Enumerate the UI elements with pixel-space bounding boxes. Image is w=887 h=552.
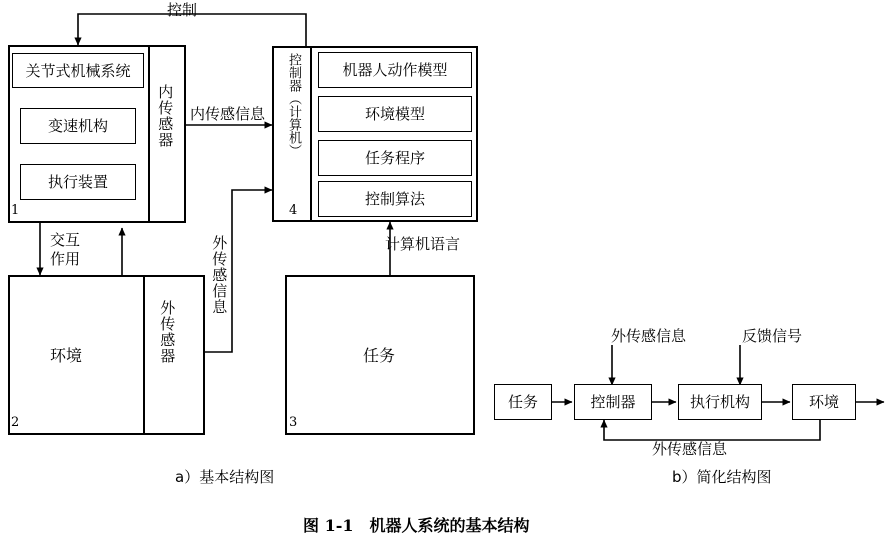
box-gearbox bbox=[20, 108, 136, 144]
box-robot-action-model bbox=[318, 52, 472, 88]
edge-label-control: 控制 bbox=[167, 1, 198, 19]
label-b-environment: 环境 bbox=[808, 393, 839, 411]
label-controller: 控制器（计算机） bbox=[285, 53, 301, 157]
box-b-controller bbox=[574, 384, 652, 420]
number-1: 1 bbox=[11, 203, 20, 218]
box-actuator bbox=[20, 164, 136, 200]
label-task: 任务 bbox=[363, 346, 396, 365]
edge-label-b-feedback: 反馈信号 bbox=[742, 327, 803, 345]
label-robot-action-model: 机器人动作模型 bbox=[342, 61, 448, 79]
caption-a: a）基本结构图 bbox=[175, 468, 275, 486]
label-environment-model: 环境模型 bbox=[364, 105, 425, 123]
box-b-actuator bbox=[678, 384, 762, 420]
label-b-actuator: 执行机构 bbox=[689, 393, 750, 411]
label-actuator: 执行装置 bbox=[47, 173, 108, 191]
edge-label-b-outer-sense-bottom: 外传感信息 bbox=[652, 440, 728, 458]
label-gearbox: 变速机构 bbox=[47, 117, 108, 135]
label-inner-sensor: 内传感器 bbox=[156, 84, 175, 148]
label-joint-mechanical-system: 关节式机械系统 bbox=[25, 61, 131, 80]
box-b-environment bbox=[792, 384, 856, 420]
box-joint-mechanical-system bbox=[12, 53, 144, 88]
label-outer-sensor: 外传感器 bbox=[158, 300, 177, 364]
edge-label-b-outer-sense-top: 外传感信息 bbox=[611, 327, 687, 345]
box-control-algorithm bbox=[318, 181, 472, 217]
number-2: 2 bbox=[11, 415, 20, 430]
divider-outer-sensor bbox=[143, 275, 145, 435]
divider-controller bbox=[310, 46, 312, 222]
box-environment-model bbox=[318, 96, 472, 132]
label-environment: 环境 bbox=[50, 346, 83, 365]
edge-label-computer-language: 计算机语言 bbox=[385, 235, 461, 253]
label-b-controller: 控制器 bbox=[590, 393, 636, 411]
caption-b: b）简化结构图 bbox=[672, 468, 772, 486]
figure-caption: 图 1-1 机器人系统的基本结构 bbox=[303, 516, 530, 535]
label-b-task: 任务 bbox=[507, 393, 538, 411]
divider-inner-sensor bbox=[148, 45, 150, 223]
edge-label-inner-sense-info: 内传感信息 bbox=[190, 105, 266, 123]
label-task-program: 任务程序 bbox=[364, 149, 425, 167]
number-3: 3 bbox=[289, 415, 298, 430]
label-control-algorithm: 控制算法 bbox=[364, 190, 425, 208]
edge-label-interaction bbox=[50, 231, 84, 269]
edge-label-interaction-text: 交互作用 bbox=[50, 231, 81, 268]
box-b-task bbox=[494, 384, 552, 420]
number-4: 4 bbox=[289, 203, 298, 218]
edge-label-outer-sense-info: 外传感信息 bbox=[210, 235, 229, 315]
box-task-program bbox=[318, 140, 472, 176]
